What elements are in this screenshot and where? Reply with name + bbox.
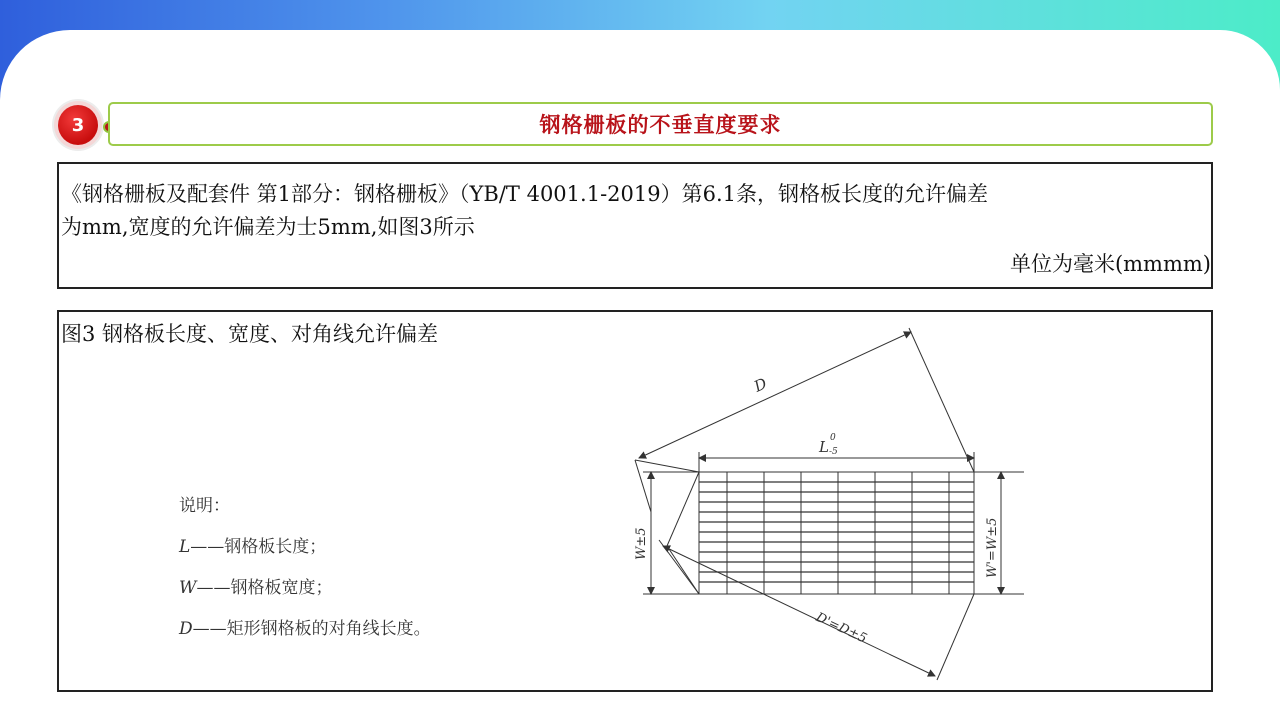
section-title: 钢格栅板的不垂直度要求 [539,113,782,137]
legend-symbol: L [179,537,191,557]
intro-line-1: 《钢格栅板及配套件 第1部分：钢格栅板》（YB/T 4001.1-2019）第6.1条，钢格板长度的允许偏差 [61,182,989,206]
figure-legend [179,494,431,658]
section-number: 3 [71,114,85,136]
width-label: W±5 [634,527,649,560]
width-prime-label: W'=W±5 [985,517,1000,578]
intro-paragraph [61,178,1206,244]
legend-text: ——钢格板宽度； [196,578,333,598]
grating-plate-outline [699,472,974,594]
intro-text-box [57,162,1213,289]
diagonal-dimension-line [639,332,911,458]
diagonal-prime-dimension-line [663,546,935,676]
diagonal-label: D [751,374,770,396]
section-number-badge [58,105,98,145]
legend-text: ——钢格板长度； [190,537,327,557]
length-tolerance-upper: 0 [830,433,836,443]
section-title-bar [108,102,1213,146]
legend-text: ——矩形钢格板的对角线长度。 [192,619,431,639]
legend-item-width [179,576,431,617]
length-tolerance-lower: -5 [829,447,838,457]
legend-item-length [179,535,431,576]
figure-box [57,310,1213,692]
legend-title: 说明： [179,496,230,516]
intro-line-2: 为mm,宽度的允许偏差为士5mm,如图3所示 [61,215,475,239]
grating-cross-bars [727,472,949,594]
unit-note: 单位为毫米(mmmm) [1009,252,1211,276]
legend-symbol: W [179,578,197,598]
grating-tolerance-drawing [629,320,1089,688]
grating-bearing-bars [699,482,974,582]
legend-symbol: D [179,619,193,639]
length-label: L [819,438,829,456]
figure-caption: 图3 钢格板长度、宽度、对角线允许偏差 [61,322,439,346]
diagonal-prime-label: D'=D±5 [813,610,870,647]
legend-item-diagonal [179,617,431,658]
